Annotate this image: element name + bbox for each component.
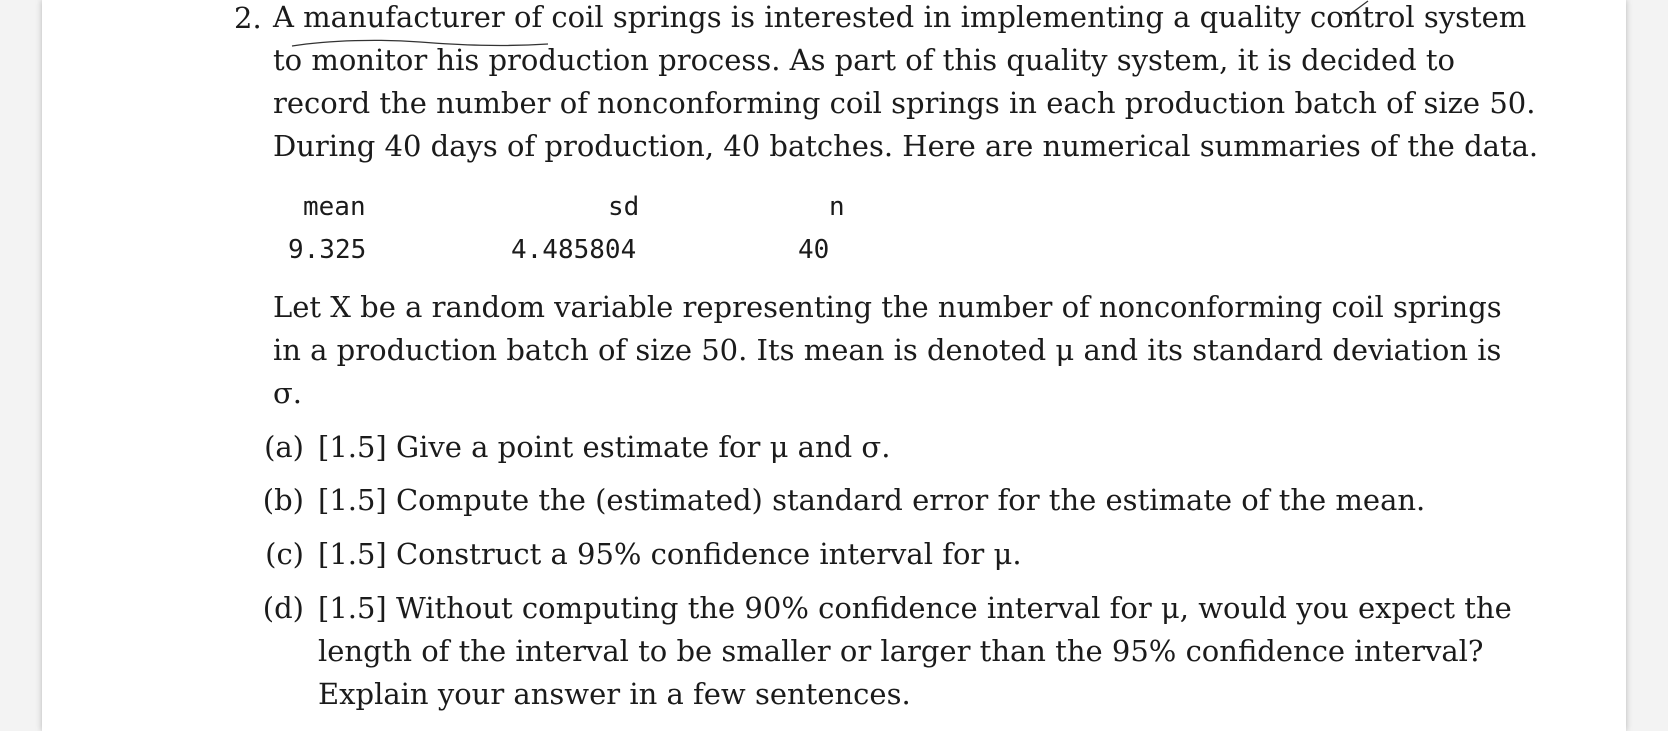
definition-paragraph xyxy=(273,286,1502,415)
definition-line: Let X be a random variable representing the number of nonconforming coil springs xyxy=(273,290,1502,324)
definition-line: in a production batch of size 50. Its mean is denoted μ and its standard deviation is xyxy=(273,333,1502,367)
intro-line: record the number of nonconforming coil springs in each production batch of size 50. xyxy=(273,86,1536,120)
part-a-text: [1.5] Give a point estimate for μ and σ. xyxy=(318,430,891,464)
intro-line: to monitor his production process. As part of this quality system, it is decided to xyxy=(273,43,1456,77)
intro-line: A manufacturer of coil springs is interested in implementing a quality control system xyxy=(273,0,1527,34)
part-d-text: [1.5] Without computing the 90% confidence interval for μ, would you expect the length of the interval to be smaller or larger than the 95% confidence interval? Explain your answer in a few sentences. xyxy=(318,591,1512,711)
part-b-text: [1.5] Compute the (estimated) standard error for the estimate of the mean. xyxy=(318,483,1426,517)
value-sd: 4.485804 xyxy=(511,235,637,265)
definition-line: σ. xyxy=(273,376,303,410)
intro-paragraph xyxy=(273,0,1539,168)
part-c-text: [1.5] Construct a 95% confidence interval for μ. xyxy=(318,537,1022,571)
header-n: n xyxy=(829,192,845,222)
problem-number: 2. xyxy=(234,1,262,35)
header-sd: sd xyxy=(608,192,640,222)
header-mean: mean xyxy=(303,192,366,222)
value-n: 40 xyxy=(798,235,830,265)
value-mean: 9.325 xyxy=(288,235,367,265)
intro-line: During 40 days of production, 40 batches. Here are numerical summaries of the data. xyxy=(273,129,1539,163)
